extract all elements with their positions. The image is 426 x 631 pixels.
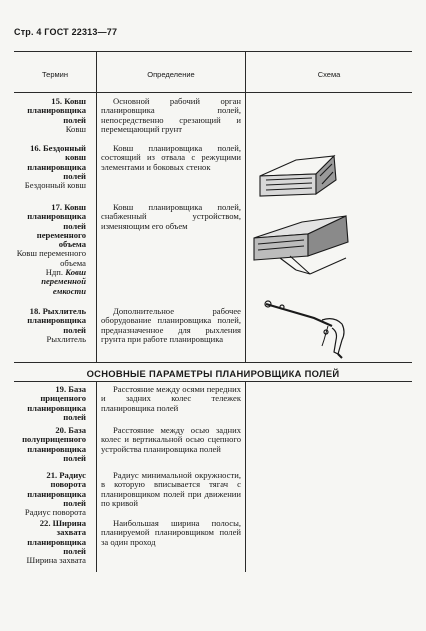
- definition-16: Ковш планировщика полей, состоящий из отвала с режущими элементами и боковых стенок: [101, 143, 241, 172]
- term-15-alt: Ковш: [65, 123, 86, 134]
- definition-18: Дополнительное рабочее оборудование планировщика полей, предназначенное для рыхления грунта при работе планировщика: [101, 306, 241, 344]
- definition-19: Расстояние между осями передних и задних колес тележек планировщика полей: [101, 384, 241, 413]
- column-header-term: Термин: [42, 70, 68, 79]
- term-16: 16. Бездонный ковш планировщика полей Бездонный ковш: [24, 143, 86, 191]
- term-21: 21. Радиус поворота планировщика полей Радиус поворота: [24, 470, 86, 518]
- column-header-scheme: Схема: [317, 70, 341, 79]
- term-17-alt: Ковш переменного объема: [16, 248, 86, 268]
- table-header-rule: [14, 92, 412, 93]
- definition-15: Основной рабочий орган планировщика полей, непосредственно срезающий и перемещающий грунт: [101, 96, 241, 134]
- column-divider-2: [245, 51, 246, 362]
- section-top-rule: [14, 362, 412, 363]
- definition-20: Расстояние между осью задних колес и вертикальной осью сцепного устройства планировщика полей: [101, 425, 241, 454]
- ripper-scheme: [262, 296, 362, 360]
- bottomless-bucket-scheme: [256, 150, 348, 202]
- section-bottom-rule: [14, 381, 412, 382]
- term-18-alt: Рыхлитель: [46, 333, 86, 344]
- variable-volume-bucket-scheme: [250, 208, 360, 278]
- term-21-alt: Радиус поворота: [24, 507, 86, 518]
- definition-21: Радиус минимальной окружности, в которую вписывается тягач с планировщиком полей при движении по кривой: [101, 470, 241, 508]
- column-header-definition: Определение: [147, 70, 195, 79]
- term-17: 17. Ковш планировщика полей переменного объема Ковш переменного объема Ндп. Ковш переменной емкости: [16, 202, 86, 296]
- params-divider-2: [245, 381, 246, 572]
- term-19: 19. База прицепного планировщика полей: [27, 384, 86, 422]
- term-20: 20. База полуприцепного планировщика полей: [22, 425, 86, 463]
- page-header: Стр. 4 ГОСТ 22313—77: [14, 27, 118, 37]
- definition-22: Наибольшая ширина полосы, планируемой планировщиком полей за один проход: [101, 518, 241, 547]
- definition-17: Ковш планировщика полей, снабженный устройством, изменяющим его объем: [101, 202, 241, 231]
- term-17-ndp: Ндп. Ковш переменной емкости: [41, 267, 86, 296]
- params-divider-1: [96, 381, 97, 572]
- term-22: 22. Ширина захвата планировщика полей Ширина захвата: [26, 518, 86, 566]
- column-divider-1: [96, 51, 97, 362]
- term-18: 18. Рыхлитель планировщика полей Рыхлитель: [27, 306, 86, 344]
- table-top-rule: [14, 51, 412, 52]
- term-15: 15. Ковш планировщика полей Ковш: [27, 96, 86, 134]
- term-16-alt: Бездонный ковш: [24, 180, 86, 191]
- section-title: ОСНОВНЫЕ ПАРАМЕТРЫ ПЛАНИРОВЩИКА ПОЛЕЙ: [86, 368, 340, 379]
- term-22-alt: Ширина захвата: [26, 555, 86, 566]
